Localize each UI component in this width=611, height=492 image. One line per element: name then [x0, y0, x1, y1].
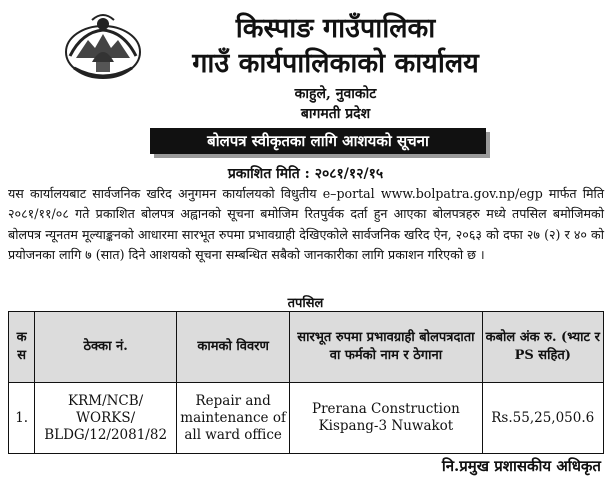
cell-amount: Rs.55,25,050.6	[482, 383, 603, 454]
signature: नि.प्रमुख प्रशासकीय अधिकृत	[441, 457, 601, 475]
cell-serial: 1.	[9, 383, 35, 454]
bid-table	[8, 311, 604, 454]
cell-work: Repair and maintenance of all ward office	[176, 383, 289, 454]
notice-body: यस कार्यालयबाट सार्वजनिक खरिद अनुगमन कार्यालयको विधुतीय e–portal www.bolpatra.gov.np/egp मार्फत मिति २०८१/११/०८ गते प्रकाशित बोलपत्र अह्वानको सूचना बमोजिम रितपुर्वक दर्ता हुन आएका बोलपत्रहरु मध्ये तपसिल बमोजिमको बोलपत्र न्यूनतम मूल्याङ्कनको आधारमा सारभूत रुपमा प्रभावग्राही देखिएकोले सार्वजनिक खरिद ऐन, २०६३ को दफा २७ (२) र ४० को प्रयोजनका लागि ७ (सात) दिने आशयको सूचना सम्बन्धित सबैको जानकारीका लागि प्रकाशन गरिएको छ ।	[8, 186, 604, 263]
section-title: तपसिल	[287, 296, 324, 311]
notice-title: बोलपत्र स्वीकृतका लागि आशयको सूचना	[150, 128, 486, 154]
office-address: काहुले, नुवाकोट	[294, 86, 377, 102]
header-contract-no: ठेक्का नं.	[35, 312, 177, 383]
cell-bidder: Prerana Construction Kispang-3 Nuwakot	[290, 383, 482, 454]
header-serial: क स	[9, 312, 35, 383]
municipality-name: किस्पाङ गाउँपालिका	[235, 13, 436, 44]
notice-title-banner	[150, 128, 490, 158]
published-date: प्रकाशित मिति : २०८१/१२/१५	[227, 166, 384, 182]
table-row	[9, 383, 604, 454]
office-name: गाउँ कार्यपालिकाको कार्यालय	[192, 48, 479, 79]
header-work: कामको विवरण	[176, 312, 289, 383]
table-header-row	[9, 312, 604, 383]
header-bidder: सारभूत रुपमा प्रभावग्राही बोलपत्रदाता वा फर्मको नाम र ठेगाना	[290, 312, 482, 383]
cell-contract-no: KRM/NCB/ WORKS/ BLDG/12/2081/82	[35, 383, 177, 454]
header-amount: कबोल अंक रु. (भ्याट र PS सहित)	[482, 312, 603, 383]
province-name: बागमती प्रदेश	[300, 106, 371, 122]
